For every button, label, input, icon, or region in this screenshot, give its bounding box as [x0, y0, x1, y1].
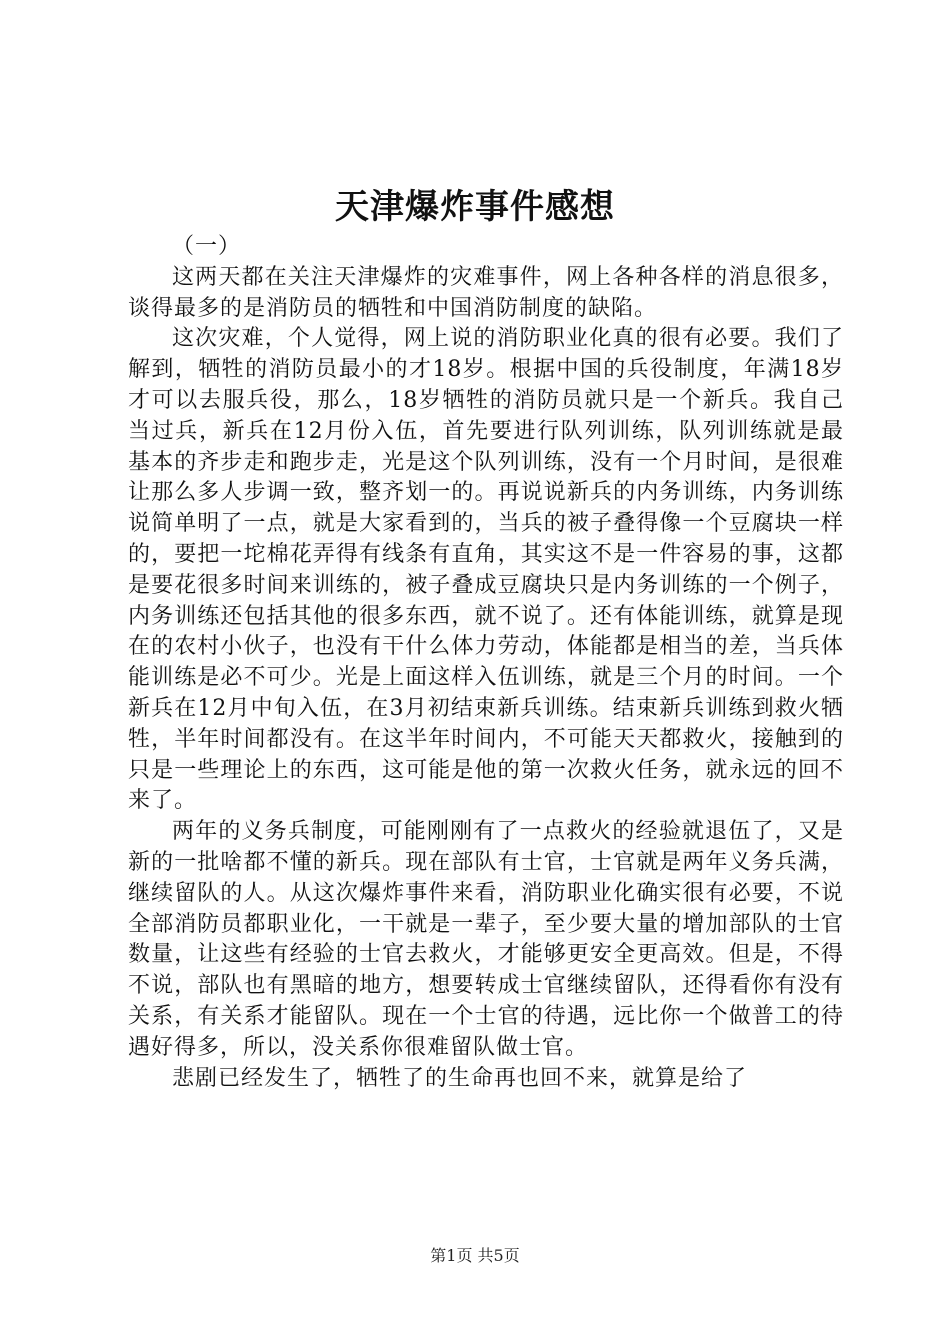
- paragraph-3: 两年的义务兵制度，可能刚刚有了一点救火的经验就退伍了，又是新的一批啥都不懂的新兵。现在部队有士官，士官就是两年义务兵满，继续留队的人。从这次爆炸事件来看，消防职业化确实很有必要，不说全部消防员都职业化，一干就是一辈子，至少要大量的增加部队的士官数量，让这些有经验的士官去救火，才能够更安全更高效。但是，不得不说，部队也有黑暗的地方，想要转成士官继续留队，还得看你有没有关系，有关系才能留队。现在一个士官的待遇，远比你一个做普工的待遇好得多，所以，没关系你很难留队做士官。: [128, 819, 844, 1060]
- paragraph-1: 这两天都在关注天津爆炸的灾难事件，网上各种各样的消息很多，谈得最多的是消防员的牺牲和中国消防制度的缺陷。: [128, 264, 844, 321]
- paragraph-4: 悲剧已经发生了，牺牲了的生命再也回不来，就算是给了: [172, 1065, 748, 1091]
- page-footer: [0, 1246, 950, 1266]
- document-title: 天津爆炸事件感想: [335, 187, 615, 227]
- document-body: [128, 232, 844, 1094]
- page-indicator: 第1页 共5页: [430, 1246, 520, 1265]
- paragraph-2: 这次灾难，个人觉得，网上说的消防职业化真的很有必要。我们了解到，牺牲的消防员最小的才18岁。根据中国的兵役制度，年满18岁才可以去服兵役，那么，18岁牺牲的消防员就只是一个新兵。我自己当过兵，新兵在12月份入伍，首先要进行队列训练，队列训练就是最基本的齐步走和跑步走，光是这个队列训练，没有一个月时间，是很难让那么多人步调一致，整齐划一的。再说说新兵的内务训练，内务训练说简单明了一点，就是大家看到的，当兵的被子叠得像一个豆腐块一样的，要把一坨棉花弄得有线条有直角，其实这不是一件容易的事，这都是要花很多时间来训练的，被子叠成豆腐块只是内务训练的一个例子，内务训练还包括其他的很多东西，就不说了。还有体能训练，就算是现在的农村小伙子，也没有干什么体力劳动，体能都是相当的差，当兵体能训练是必不可少。光是上面这样入伍训练，就是三个月的时间。一个新兵在12月中旬入伍，在3月初结束新兵训练。结束新兵训练到救火牺牲，半年时间都没有。在这半年时间内，不可能天天都救火，接触到的只是一些理论上的东西，这可能是他的第一次救火任务，就永远的回不来了。: [128, 326, 844, 814]
- section-marker: （一）: [172, 234, 242, 259]
